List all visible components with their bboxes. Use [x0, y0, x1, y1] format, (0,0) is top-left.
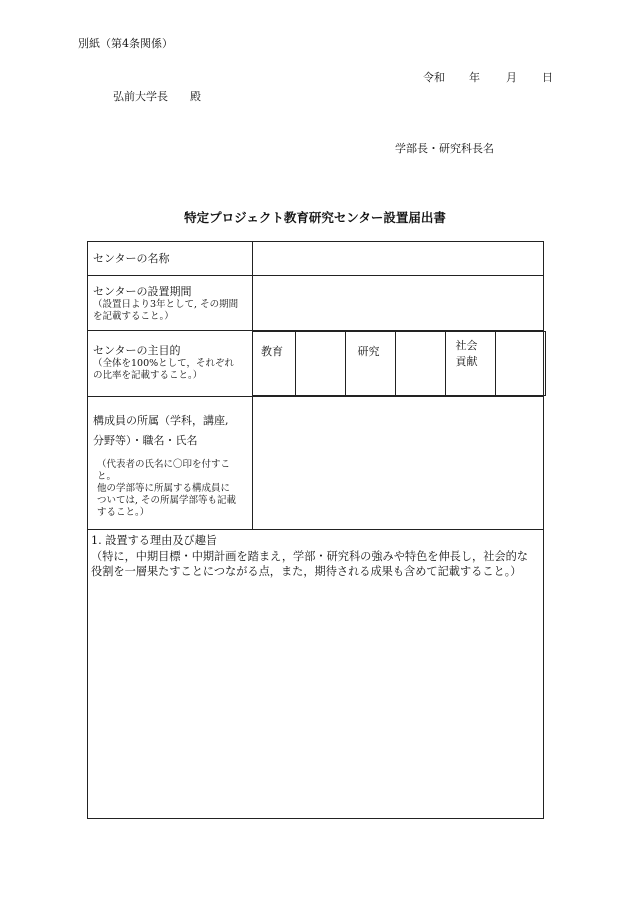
members-label-1: 構成員の所属（学科，講座, — [93, 414, 229, 427]
members-note-4: すること。） — [97, 507, 150, 518]
row-center-name — [88, 242, 544, 276]
date-era: 令和 — [423, 71, 445, 84]
row-period — [88, 276, 544, 331]
date-line — [423, 69, 553, 85]
addressee: 弘前大学長 殿 — [113, 90, 201, 103]
annex-label: 別紙（第4条関係） — [78, 37, 173, 50]
purpose-research-field[interactable] — [395, 332, 445, 396]
purpose-label: センターの主目的 — [93, 344, 181, 357]
document-title: 特定プロジェクト教育研究センター設置届出書 — [184, 210, 446, 225]
label-cell — [88, 242, 253, 276]
members-label-2: 分野等）・職名・氏名 — [93, 434, 198, 447]
purpose-social-field[interactable] — [495, 332, 545, 396]
row-members — [88, 397, 544, 530]
period-label: センターの設置期間 — [93, 285, 192, 298]
purpose-education-label: 教育 — [253, 332, 295, 396]
reason-field[interactable] — [88, 530, 544, 819]
notification-form — [87, 241, 544, 819]
reason-instruction-2: 役割を一層果たすことにつながる点，また，期待される成果も含めて記載すること。） — [91, 565, 522, 578]
reason-instruction-1: （特に，中期目標・中期計画を踏まえ，学部・研究科の強みや特色を伸長し，社会的な — [91, 549, 528, 563]
purpose-grid-cell — [253, 331, 544, 397]
date-day: 日 — [542, 71, 553, 84]
applicant-label: 学部長・研究科長名 — [395, 142, 494, 155]
purpose-grid — [253, 331, 546, 396]
center-name-label: センターの名称 — [93, 252, 170, 265]
purpose-note-1: （全体を100%として，それぞれ — [93, 358, 234, 369]
purpose-research-label: 研究 — [345, 332, 395, 396]
purpose-note-2: の比率を記載すること。） — [93, 370, 203, 381]
members-note-3: ついては, その所属学部等も記載 — [97, 495, 237, 506]
purpose-education-field[interactable] — [295, 332, 345, 396]
purpose-social-label: 社会 貢献 — [445, 332, 495, 396]
members-note-2: 他の学部等に所属する構成員に — [97, 483, 231, 494]
members-field[interactable] — [253, 397, 544, 530]
period-note-1: （設置日より3年として, その期間 — [93, 299, 239, 310]
period-field[interactable] — [253, 276, 544, 331]
members-note-1: （代表者の氏名に〇印を付すこと。 — [97, 459, 231, 482]
center-name-field[interactable] — [253, 242, 544, 276]
date-month: 月 — [506, 71, 517, 84]
date-year: 年 — [469, 71, 480, 84]
label-cell — [88, 397, 253, 530]
row-purpose — [88, 331, 544, 397]
label-cell — [88, 331, 253, 397]
label-cell — [88, 276, 253, 331]
reason-heading: 1. 設置する理由及び趣旨 — [91, 534, 218, 547]
row-reason — [88, 530, 544, 819]
period-note-2: を記載すること。） — [93, 311, 174, 322]
